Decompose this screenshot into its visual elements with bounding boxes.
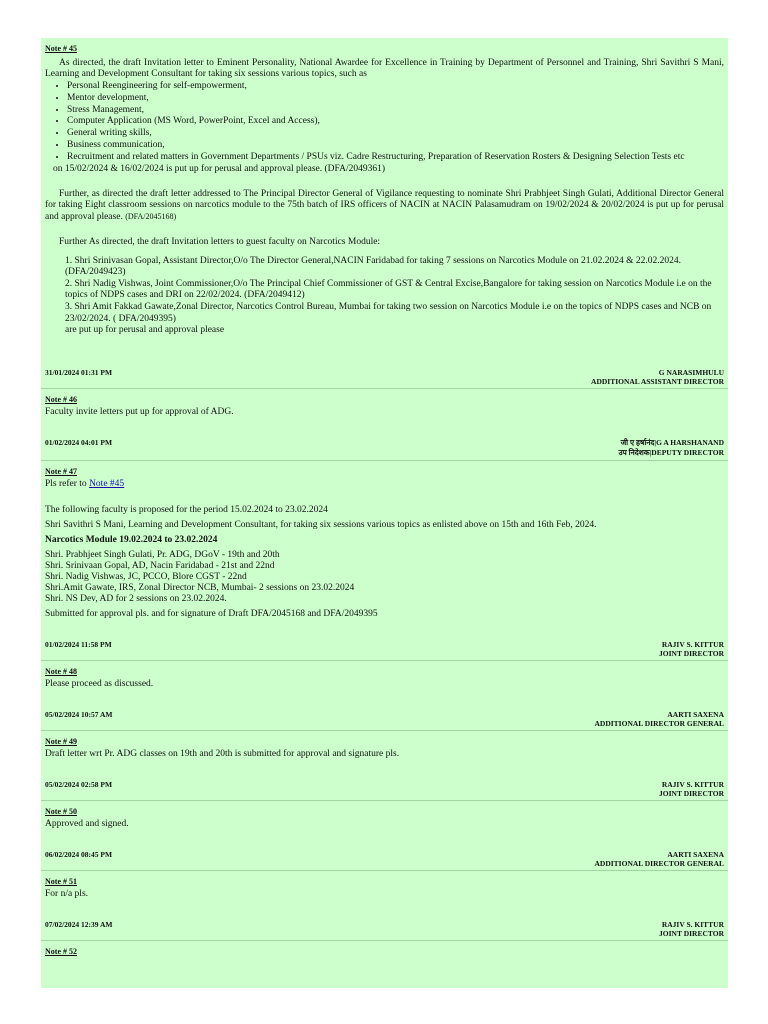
note-47-signature <box>45 640 724 658</box>
notesheet-panel <box>41 38 728 988</box>
note-51-signer <box>659 920 724 938</box>
signer-name: AARTI SAXENA <box>667 710 724 720</box>
signer-designation: ADDITIONAL ASSISTANT DIRECTOR <box>591 377 724 387</box>
note-48-signature <box>45 710 724 728</box>
note-50-link[interactable]: Note # 50 <box>45 807 77 817</box>
topic-item: • Computer Application (MS Word, PowerPoint, Excel and Access), <box>67 116 724 128</box>
note-47-timestamp: 01/02/2024 11:58 PM <box>45 640 112 650</box>
signer-designation: JOINT DIRECTOR <box>659 929 724 939</box>
note-45-faculty-list <box>45 256 724 326</box>
note-45-para2 <box>45 189 724 223</box>
note-45-signer <box>591 368 724 386</box>
note-45-para2-text: Further, as directed the draft letter addressed to The Principal Director General of Vigilance requesting to nominate Shri Prabhjeet Singh Gulati, Additional Director General for taking Eight classroom sessions on narcotics module to the 75th batch of IRS officers of NACIN at NACIN Palasamudram on 19/02/2024 & 20/02/2024 is put up for perusal and approval please. <box>45 188 724 222</box>
note-49-signature <box>45 780 724 798</box>
note-49-signer <box>659 780 724 798</box>
faculty-line: Shri. Srinivaan Gopal, AD, Nacin Faridabad - 21st and 22nd <box>45 561 275 572</box>
note-46 <box>41 389 728 461</box>
faculty-line: Shri. NS Dev, AD for 2 sessions on 23.02.2024. <box>45 594 227 605</box>
note-48-link[interactable]: Note # 48 <box>45 667 77 677</box>
note-45-topics <box>45 81 724 164</box>
note-45 <box>41 38 728 389</box>
topic-item: • General writing skills, <box>67 128 724 140</box>
note-49-link[interactable]: Note # 49 <box>45 737 77 747</box>
faculty-line: Shri. Nadig Vishwas, JC, PCCO, Blore CGST - 22nd <box>45 572 247 583</box>
faculty-item: 2. Shri Nadig Vishwas, Joint Commissioner,O/o The Principal Chief Commissioner of GST & Central Excise,Bangalore for taking session on Narcotics Module i.e on the topics of NDPS cases and DRI on 22/02/2024. (DFA/2049412) <box>65 278 712 301</box>
faculty-item: 3. Shri Amit Fakkad Gawate,Zonal Director, Narcotics Control Bureau, Mumbai for taking two session on Narcotics Module i.e on the topics of NDPS cases and NCB on 23/02/2024. ( DFA/2049395) <box>65 301 712 324</box>
note-45-dates: on 15/02/2024 & 16/02/2024 is put up for perusal and approval please. (DFA/2049361) <box>53 163 386 174</box>
note-50-signer <box>595 850 724 868</box>
note-46-text: Faculty invite letters put up for approval of ADG. <box>45 407 234 418</box>
note-50-signature <box>45 850 724 868</box>
note-45-timestamp: 31/01/2024 01:31 PM <box>45 368 113 378</box>
note-49 <box>41 731 728 801</box>
signer-name: जी ए हर्षानंद|G A HARSHANAND <box>620 438 724 448</box>
note-49-timestamp: 05/02/2024 02:58 PM <box>45 780 113 790</box>
note-51 <box>41 871 728 941</box>
note-46-link[interactable]: Note # 46 <box>45 395 77 405</box>
signer-designation: ADDITIONAL DIRECTOR GENERAL <box>594 719 724 729</box>
note-45-signature <box>45 368 724 386</box>
note-50-text: Approved and signed. <box>45 819 129 830</box>
note-46-signer <box>618 438 724 458</box>
note-46-timestamp: 01/02/2024 04:01 PM <box>45 438 113 448</box>
note-47-link[interactable]: Note # 47 <box>45 467 77 477</box>
note-45-closing: are put up for perusal and approval please <box>65 325 225 336</box>
signer-designation: JOINT DIRECTOR <box>659 649 724 659</box>
note-50-timestamp: 06/02/2024 08:45 PM <box>45 850 113 860</box>
faculty-item: 1. Shri Srinivasan Gopal, Assistant Director,O/o The Director General,NACIN Faridabad for taking 7 sessions on Narcotics Module on 21.02.2024 & 22.02.2024. (DFA/2049423) <box>65 255 682 278</box>
note-45-intro: As directed, the draft Invitation letter to Eminent Personality, National Awardee for Excellence in Training by Department of Personnel and Training, Shri Savithri S Mani, Learning and Development Consultant for taking six sessions various topics, such as <box>45 58 724 79</box>
topic-item: • Personal Reengineering for self-empowerment, <box>67 81 724 93</box>
note-48-signer <box>595 710 724 728</box>
note-51-timestamp: 07/02/2024 12:39 AM <box>45 920 113 930</box>
note-52-link[interactable]: Note # 52 <box>45 947 77 957</box>
note-45-link[interactable]: Note # 45 <box>45 44 77 53</box>
note-47-module-heading: Narcotics Module 19.02.2024 to 23.02.2024 <box>45 535 218 546</box>
note-49-text: Draft letter wrt Pr. ADG classes on 19th and 20th is submitted for approval and signature pls. <box>45 749 400 760</box>
note-51-signature <box>45 920 724 938</box>
note-50 <box>41 801 728 871</box>
faculty-line: Shri.Amit Gawate, IRS, Zonal Director NCB, Mumbai- 2 sessions on 23.02.2024 <box>45 583 355 594</box>
note-48-text: Please proceed as discussed. <box>45 679 154 690</box>
topic-item: • Mentor development, <box>67 93 724 105</box>
faculty-line: Shri. Prabhjeet Singh Gulati, Pr. ADG, DGoV - 19th and 20th <box>45 550 280 561</box>
note-45-para2-ref: (DFA/2045168) <box>125 211 177 221</box>
topic-item: • Business communication, <box>67 140 724 152</box>
note-51-text: For n/a pls. <box>45 889 89 900</box>
note-47-faculty-list <box>45 550 724 605</box>
note-48 <box>41 661 728 731</box>
note-47-signer <box>659 640 724 658</box>
signer-name: RAJIV S. KITTUR <box>661 920 724 930</box>
topic-item: • Recruitment and related matters in Government Departments / PSUs viz. Cadre Restructuring, Preparation of Reservation Rosters & Designing Selection Tests etc <box>67 152 724 164</box>
topic-item: • Stress Management, <box>67 105 724 117</box>
signer-designation: उप निदेशक|DEPUTY DIRECTOR <box>618 448 724 458</box>
signer-designation: JOINT DIRECTOR <box>659 789 724 799</box>
signer-name: RAJIV S. KITTUR <box>661 780 724 790</box>
note-52 <box>41 941 728 961</box>
note-45-reference-link[interactable]: Note #45 <box>89 479 125 490</box>
note-47 <box>41 461 728 661</box>
refer-prefix: Pls refer to <box>45 479 87 490</box>
note-46-signature <box>45 438 724 458</box>
note-45-para3: Further As directed, the draft Invitation letters to guest faculty on Narcotics Module: <box>59 236 381 247</box>
note-48-timestamp: 05/02/2024 10:57 AM <box>45 710 113 720</box>
signer-name: AARTI SAXENA <box>667 850 724 860</box>
signer-name: G NARASIMHULU <box>658 368 724 378</box>
note-47-period: The following faculty is proposed for the period 15.02.2024 to 23.02.2024 <box>45 505 328 516</box>
signer-designation: ADDITIONAL DIRECTOR GENERAL <box>594 859 724 869</box>
note-47-submitted: Submitted for approval pls. and for signature of Draft DFA/2045168 and DFA/2049395 <box>45 609 378 620</box>
note-47-savithri: Shri Savithri S Mani, Learning and Development Consultant, for taking six sessions various topics as enlisted above on 15th and 16th Feb, 2024. <box>45 520 597 531</box>
note-47-refer <box>45 479 724 490</box>
signer-name: RAJIV S. KITTUR <box>661 640 724 650</box>
note-51-link[interactable]: Note # 51 <box>45 877 77 887</box>
